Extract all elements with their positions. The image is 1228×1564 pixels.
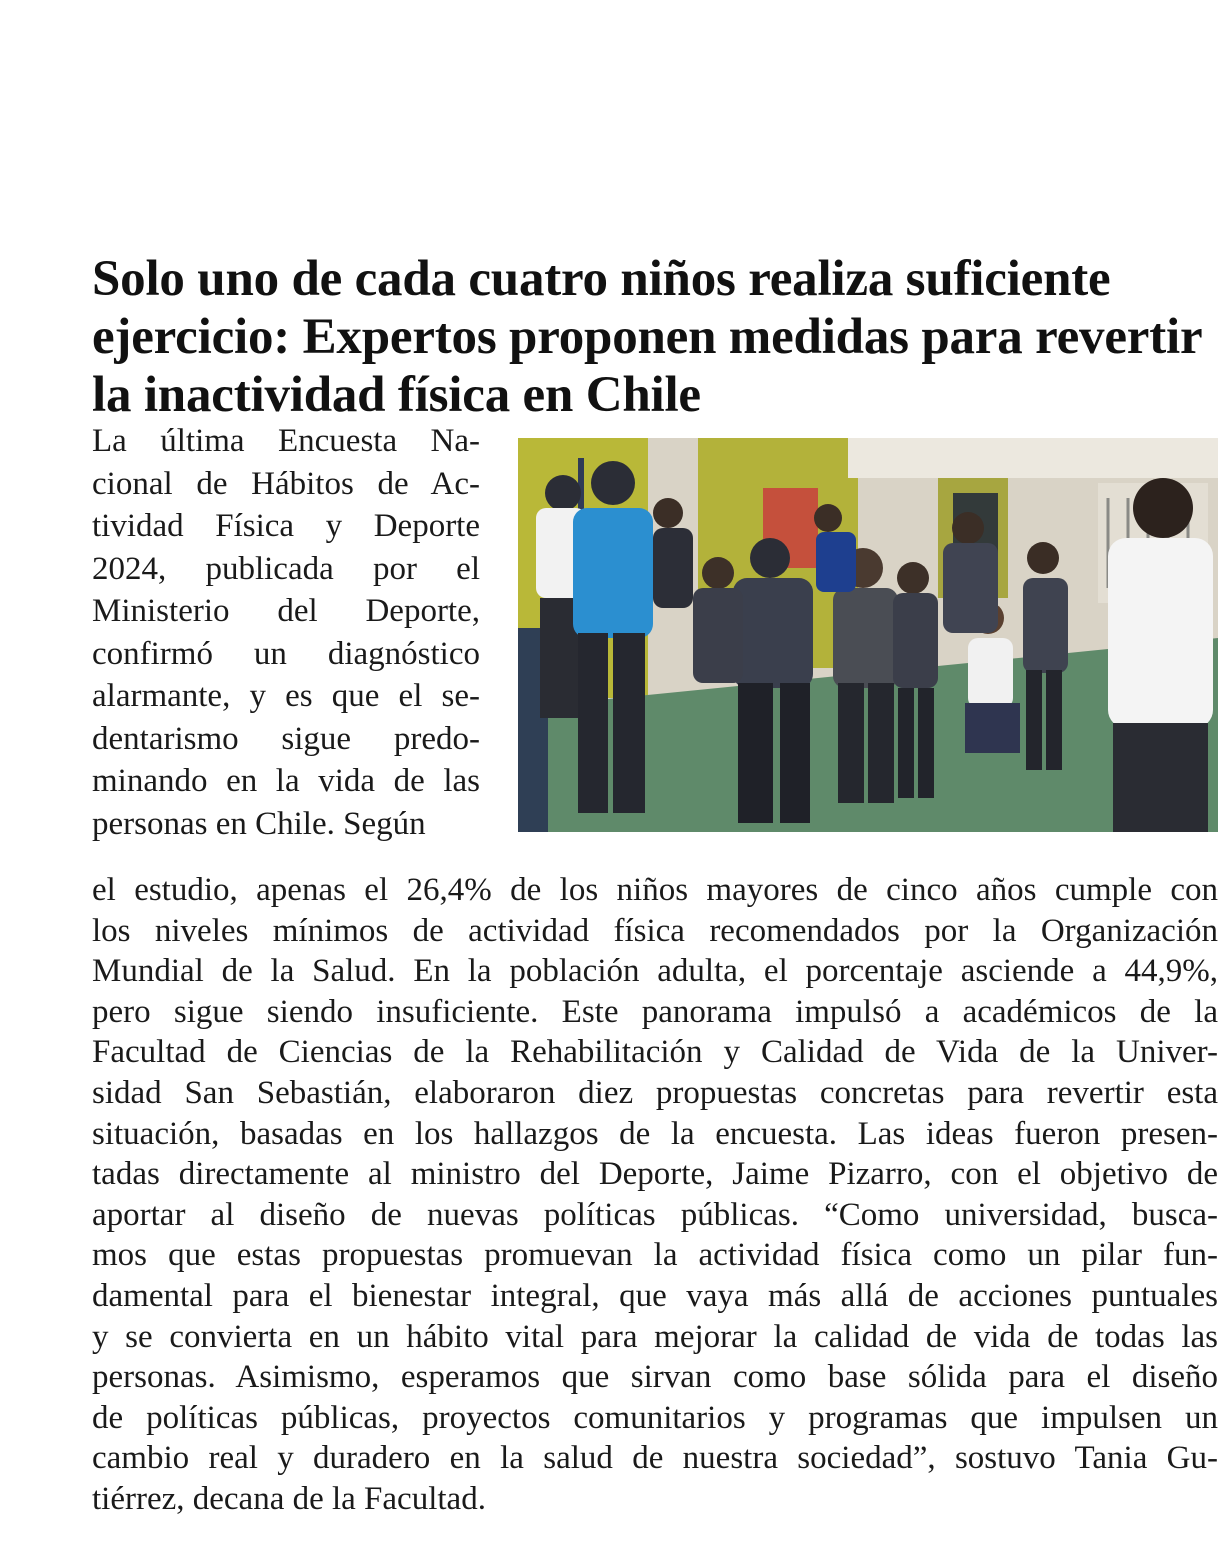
headline: Solo uno de cada cuatro niños realiza suficiente ejercicio: Expertos proponen medidas para revertir la inactividad física en Chile — [92, 251, 1202, 423]
body-line: los niveles mínimos de actividad física recomendados por la Organización — [92, 912, 1218, 949]
lead-line: 2024, publicada por el — [92, 550, 480, 587]
body-line: sidad San Sebastián, elaboraron diez propuestas concretas para revertir esta — [92, 1074, 1218, 1111]
article-photo — [518, 438, 1218, 832]
lead-line: confirmó un diagnóstico — [92, 635, 480, 672]
body-line: cambio real y duradero en la salud de nuestra sociedad”, sostuvo Tania Gu- — [92, 1440, 1218, 1477]
lead-line: La última Encuesta Na- — [92, 423, 480, 459]
body-line: y se convierta en un hábito vital para mejorar la calidad de vida de todas las — [92, 1318, 1218, 1355]
body-line: pero sigue siendo insuficiente. Este panorama impulsó a académicos de la — [92, 993, 1218, 1030]
body-line: mos que estas propuestas promuevan la actividad física como un pilar fun- — [92, 1237, 1218, 1274]
children-exercising-illustration — [518, 438, 1218, 832]
body-line: aportar al diseño de nuevas políticas públicas. “Como universidad, busca- — [92, 1196, 1218, 1233]
body-line: situación, basadas en los hallazgos de la encuesta. Las ideas fueron presen- — [92, 1115, 1218, 1152]
body-line: tadas directamente al ministro del Deporte, Jaime Pizarro, con el objetivo de — [92, 1156, 1218, 1193]
body-line: de políticas públicas, proyectos comunitarios y programas que impulsen un — [92, 1399, 1218, 1436]
body-line: el estudio, apenas el 26,4% de los niños mayores de cinco años cumple con — [92, 872, 1218, 908]
lead-line: alarmante, y es que el se- — [92, 678, 480, 714]
lead-line: minando en la vida de las — [92, 763, 480, 799]
body-text — [92, 870, 1218, 1520]
body-line: Mundial de la Salud. En la población adulta, el porcentaje asciende a 44,9%, — [92, 953, 1218, 990]
lead-line: tividad Física y Deporte — [92, 508, 480, 544]
body-line: tiérrez, decana de la Facultad. — [92, 1480, 486, 1517]
lead-line: dentarismo sigue predo- — [92, 720, 480, 757]
lead-column — [92, 420, 480, 845]
body-line: damental para el bienestar integral, que vaya más allá de acciones puntuales — [92, 1277, 1218, 1314]
lead-line: personas en Chile. Según — [92, 805, 426, 842]
body-line: Facultad de Ciencias de la Rehabilitación y Calidad de Vida de la Univer- — [92, 1034, 1218, 1071]
lead-line: cional de Hábitos de Ac- — [92, 465, 480, 502]
body-line: personas. Asimismo, esperamos que sirvan como base sólida para el diseño — [92, 1359, 1218, 1396]
lead-line: Ministerio del Deporte, — [92, 593, 480, 629]
